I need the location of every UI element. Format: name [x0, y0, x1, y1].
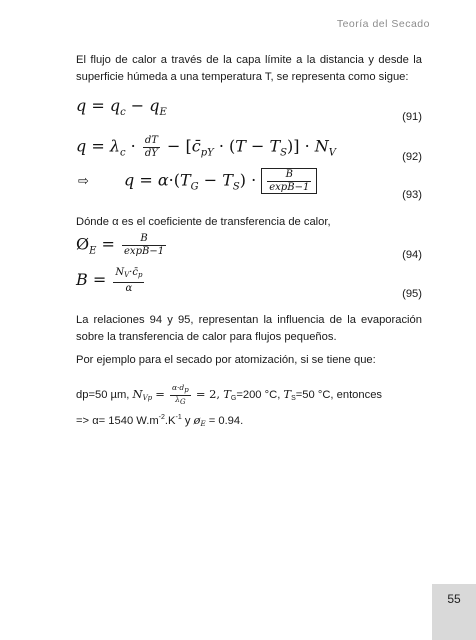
equation-91: $q = q_c - q_E$	[76, 96, 167, 118]
relations-paragraph: La relaciones 94 y 95, representan la influencia de la evaporación sobre la transferencia de calor para flujos pequeños.	[76, 314, 422, 343]
page-number: 55	[447, 592, 461, 606]
phi-result: = 0.94.	[205, 415, 244, 427]
equation-number-94: (94)	[402, 249, 422, 261]
intro-paragraph: El flujo de calor a través de la capa límite a la distancia y desde la superficie húmeda a una temperatura T, se representa como sigue:	[76, 54, 422, 83]
implies-arrow: ⇨	[78, 174, 89, 189]
result-arrow: =>	[76, 415, 93, 427]
alpha-result: α= 1540 W.m	[92, 415, 159, 427]
equation-number-92: (92)	[402, 151, 422, 163]
nvp-value: = 2,	[195, 386, 221, 401]
equation-number-91: (91)	[402, 111, 422, 123]
equation-number-93: (93)	[402, 189, 422, 201]
alpha-definition: Dónde α es el coeficiente de transferencia de calor,	[76, 216, 331, 228]
equation-number-95: (95)	[402, 288, 422, 300]
example-intro: Por ejemplo para el secado por atomización, si se tiene que:	[76, 354, 376, 366]
phi-symbol: øE	[193, 413, 206, 428]
tg-value: =200 °C,	[236, 388, 281, 401]
running-header: Teoría del Secado	[336, 18, 430, 30]
equation-92: $q = \lambda_c$ · $\frac{dT}{dY}$ − $[c̄_{pY} \cdot (T - T_S)] \cdot N_V$	[76, 135, 336, 159]
equation-94: $Ø_E$ = $\frac{B}{\exp B-1}$	[76, 233, 165, 257]
result-line: => α= 1540 $W.m^{-2}.K^{-1}$ y øE = 0.94.	[76, 413, 244, 428]
page-number-tab	[432, 584, 476, 640]
equation-95: B = $\frac{N_V\cdot c̄_p}{\alpha}$	[76, 267, 143, 294]
equation-93: $q = \alpha\cdot(T_G - T_S)$ · $\frac{B}{\exp B-1}$	[124, 168, 317, 194]
dp-value: dp=50 µm,	[76, 388, 130, 401]
example-values-line: dp=50 µm, NVp = $\frac{\alpha\cdot dp}{\lambda G}$ = 2, TG=200 °C, TS=50 °C, entonces	[76, 383, 383, 406]
ts-value: =50 °C, entonces	[295, 388, 383, 401]
nvp-symbol: NVp	[132, 386, 153, 402]
nvp-fraction: $\frac{\alpha\cdot dp}{\lambda G}$	[171, 383, 189, 406]
result-and: y	[181, 415, 194, 427]
